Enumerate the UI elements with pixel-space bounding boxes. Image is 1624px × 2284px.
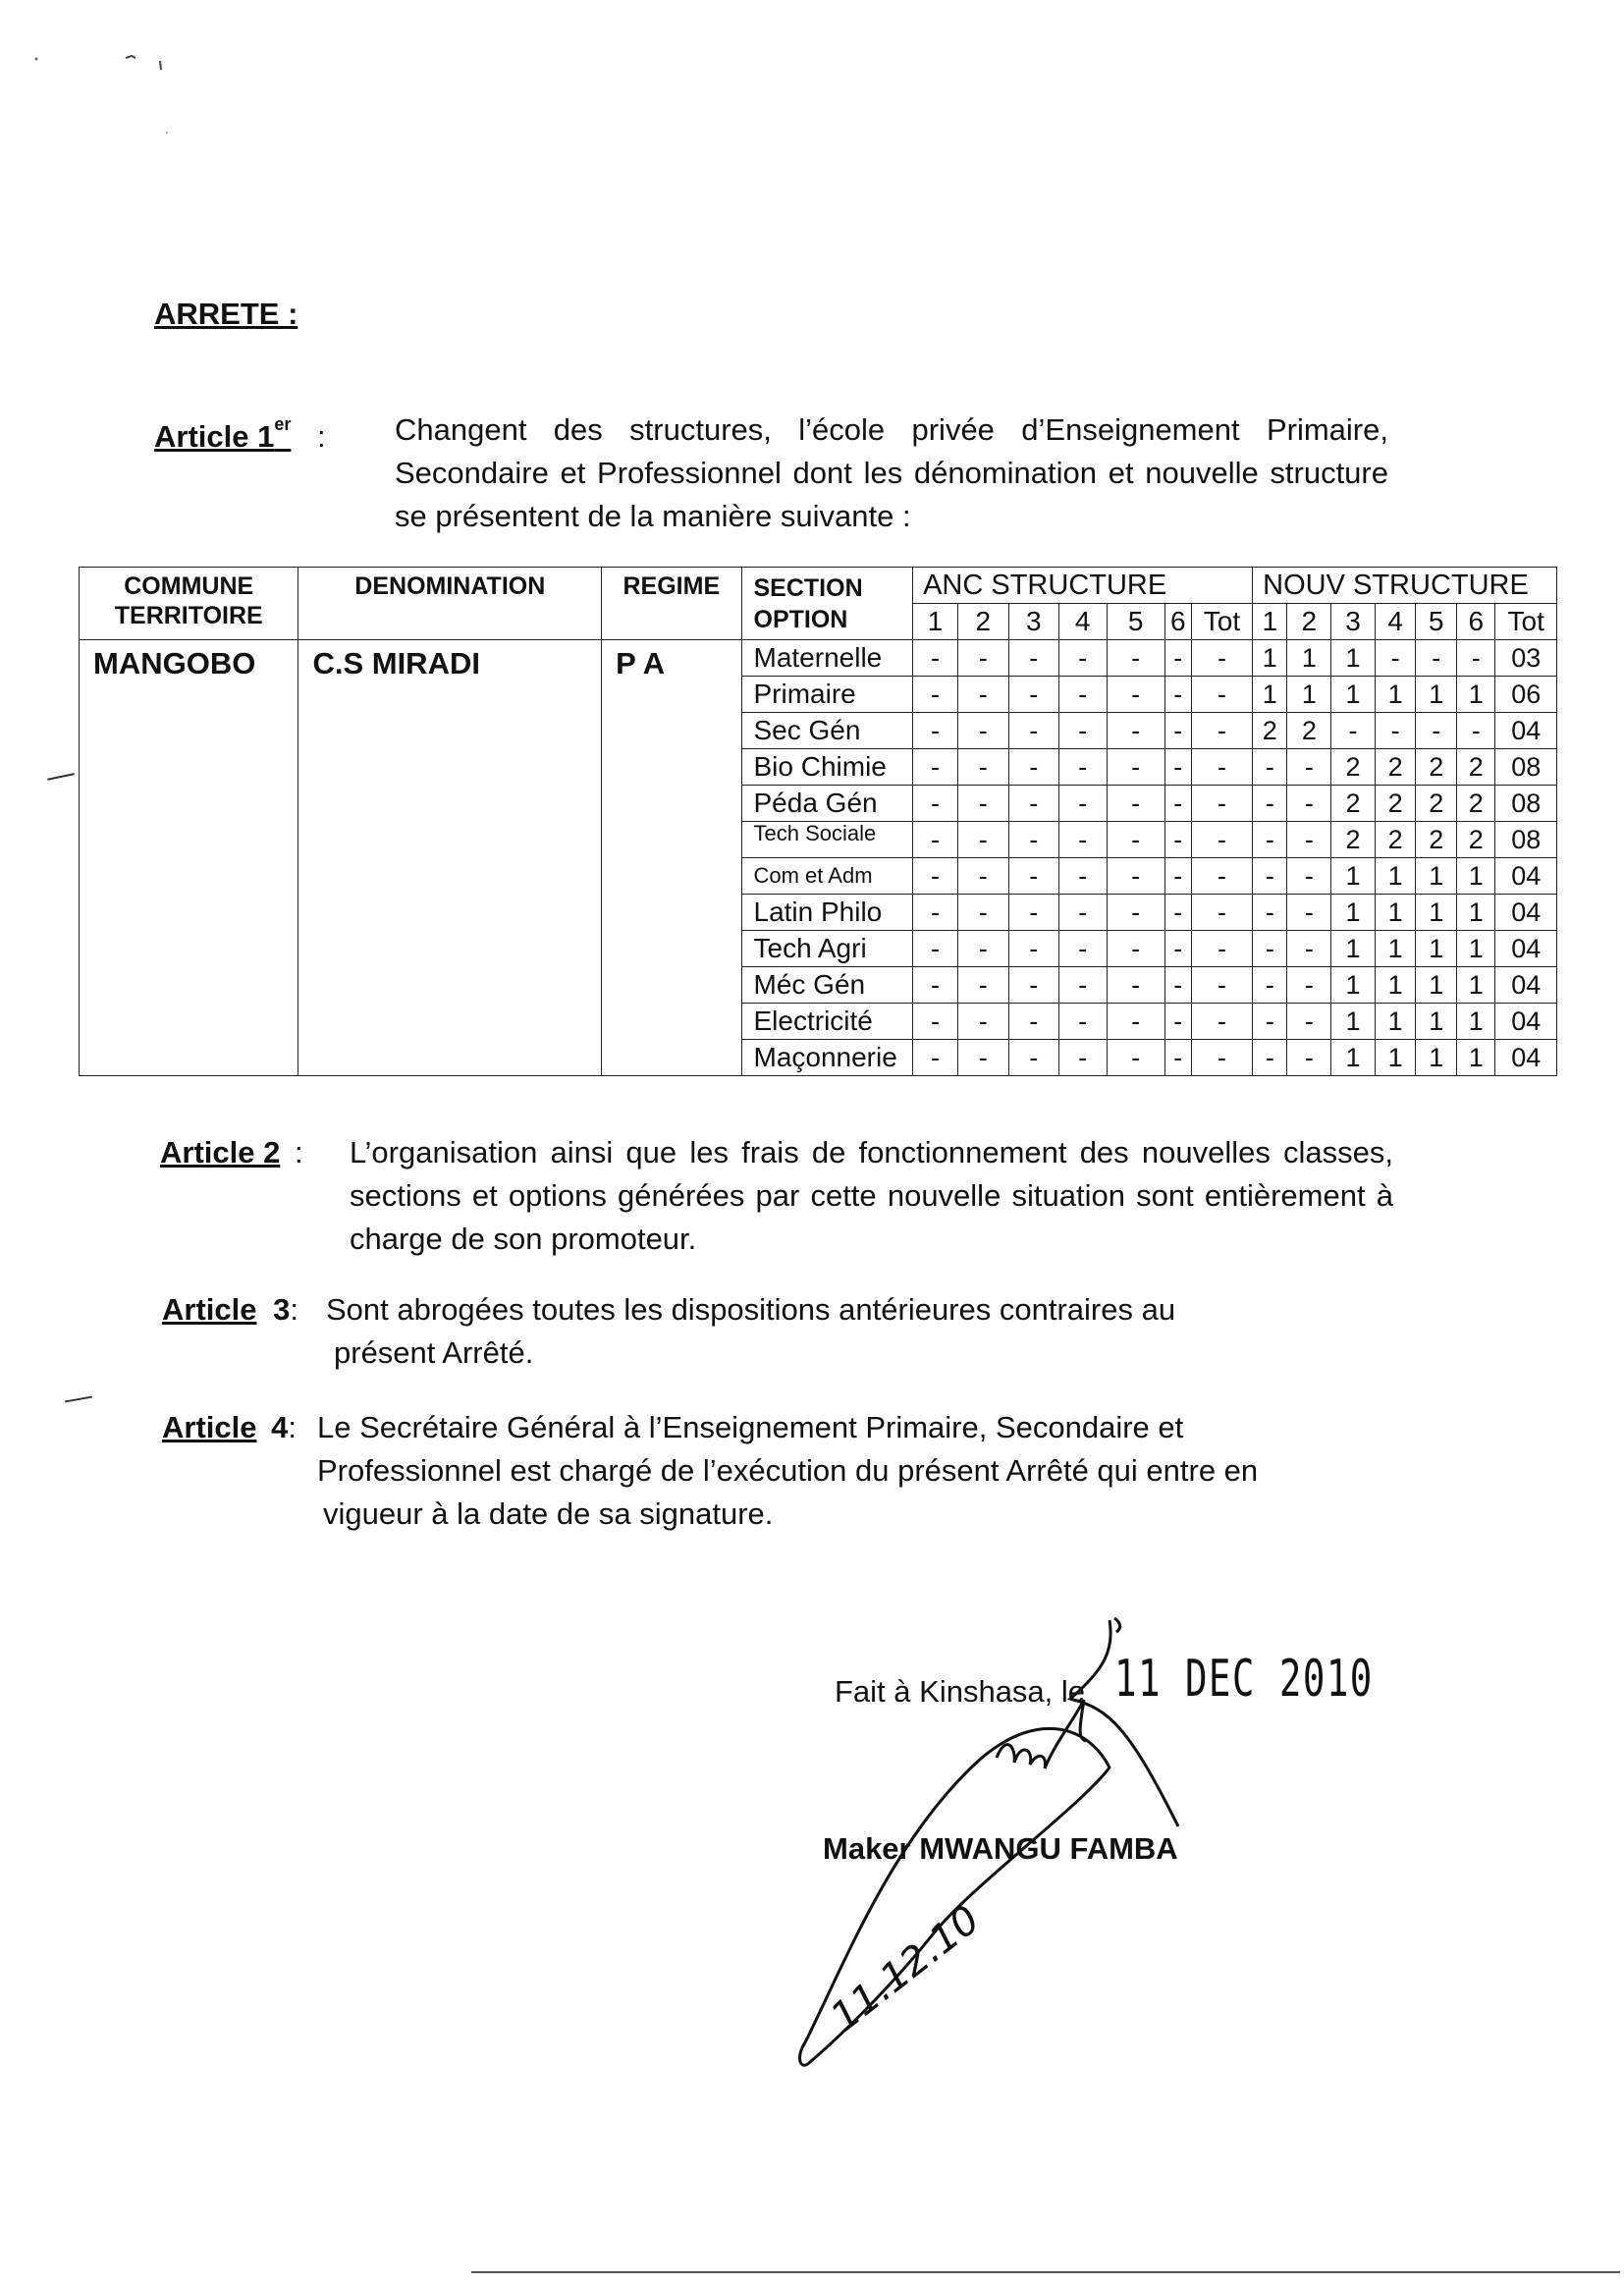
anc-value-cell: -: [1164, 677, 1191, 713]
nouv-col-2: 2: [1287, 604, 1331, 640]
anc-value-cell: -: [1058, 640, 1107, 677]
nouv-value-cell: 2: [1456, 749, 1494, 786]
anc-value-cell: -: [1164, 749, 1191, 786]
nouv-value-cell: 04: [1495, 895, 1557, 931]
nouv-col-1: 1: [1253, 604, 1287, 640]
anc-value-cell: -: [1164, 822, 1191, 858]
nouv-value-cell: 1: [1331, 858, 1376, 895]
nouv-value-cell: -: [1287, 931, 1331, 967]
nouv-value-cell: -: [1287, 1004, 1331, 1040]
anc-value-cell: -: [1058, 967, 1107, 1004]
anc-value-cell: -: [957, 677, 1008, 713]
anc-value-cell: -: [1058, 895, 1107, 931]
anc-value-cell: -: [1008, 931, 1058, 967]
article-4-line1: Le Secrétaire Général à l’Enseignement Primaire, Secondaire et: [317, 1410, 1184, 1444]
anc-value-cell: -: [1008, 677, 1058, 713]
nouv-value-cell: 2: [1375, 822, 1416, 858]
anc-value-cell: -: [913, 786, 958, 822]
anc-value-cell: -: [1058, 1004, 1107, 1040]
nouv-value-cell: 1: [1253, 677, 1287, 713]
anc-value-cell: -: [1058, 822, 1107, 858]
signer-name: Maker MWANGU FAMBA: [823, 1831, 1178, 1866]
nouv-value-cell: 08: [1495, 822, 1557, 858]
anc-value-cell: -: [1191, 858, 1252, 895]
anc-value-cell: -: [957, 858, 1008, 895]
anc-col-6: 6: [1164, 604, 1191, 640]
structure-table: [79, 567, 1557, 1076]
header-denomination: DENOMINATION: [298, 568, 602, 640]
nouv-value-cell: -: [1416, 640, 1457, 677]
anc-value-cell: -: [1058, 1040, 1107, 1076]
nouv-value-cell: 1: [1375, 677, 1416, 713]
article-3-line2: présent Arrêté.: [334, 1335, 534, 1370]
section-option-cell: Bio Chimie: [741, 749, 913, 786]
nouv-value-cell: 2: [1331, 822, 1376, 858]
anc-value-cell: -: [1008, 749, 1058, 786]
nouv-col-6: 6: [1456, 604, 1494, 640]
anc-value-cell: -: [1107, 713, 1164, 749]
anc-value-cell: -: [1191, 822, 1252, 858]
anc-value-cell: -: [1008, 1004, 1058, 1040]
nouv-value-cell: -: [1287, 822, 1331, 858]
anc-value-cell: -: [1107, 967, 1164, 1004]
nouv-value-cell: 04: [1495, 931, 1557, 967]
section-option-cell: Primaire: [741, 677, 913, 713]
nouv-value-cell: -: [1287, 895, 1331, 931]
nouv-col-5: 5: [1416, 604, 1457, 640]
anc-value-cell: -: [1191, 895, 1252, 931]
nouv-value-cell: 2: [1416, 749, 1457, 786]
anc-value-cell: -: [913, 858, 958, 895]
anc-value-cell: -: [913, 677, 958, 713]
nouv-value-cell: 1: [1416, 895, 1457, 931]
nouv-value-cell: 2: [1375, 749, 1416, 786]
nouv-value-cell: 03: [1495, 640, 1557, 677]
nouv-value-cell: 2: [1253, 713, 1287, 749]
nouv-value-cell: 1: [1331, 640, 1376, 677]
nouv-value-cell: 1: [1375, 1004, 1416, 1040]
nouv-value-cell: 1: [1456, 858, 1494, 895]
nouv-value-cell: -: [1253, 931, 1287, 967]
article-4-line2: Professionnel est chargé de l’exécution du présent Arrêté qui entre en: [317, 1453, 1259, 1488]
anc-value-cell: -: [957, 822, 1008, 858]
nouv-value-cell: 2: [1331, 749, 1376, 786]
nouv-value-cell: -: [1253, 858, 1287, 895]
anc-value-cell: -: [913, 895, 958, 931]
anc-value-cell: -: [1058, 786, 1107, 822]
anc-value-cell: -: [1008, 822, 1058, 858]
nouv-value-cell: -: [1331, 713, 1376, 749]
nouv-value-cell: -: [1253, 822, 1287, 858]
nouv-value-cell: 1: [1331, 677, 1376, 713]
anc-value-cell: -: [1164, 1040, 1191, 1076]
section-option-cell: Com et Adm: [741, 858, 913, 895]
nouv-value-cell: 1: [1331, 931, 1376, 967]
nouv-col-3: 3: [1331, 604, 1376, 640]
anc-value-cell: -: [913, 967, 958, 1004]
anc-value-cell: -: [1191, 1040, 1252, 1076]
signature-date: 11.12.10: [822, 1896, 989, 2040]
nouv-value-cell: 1: [1331, 967, 1376, 1004]
anc-value-cell: -: [1107, 858, 1164, 895]
article-3-label: Article 3:: [162, 1292, 298, 1327]
nouv-value-cell: 04: [1495, 967, 1557, 1004]
anc-value-cell: -: [1164, 713, 1191, 749]
header-regime: REGIME: [602, 568, 741, 640]
nouv-value-cell: 1: [1375, 967, 1416, 1004]
anc-value-cell: -: [1107, 895, 1164, 931]
nouv-value-cell: -: [1253, 1004, 1287, 1040]
nouv-col-tot: Tot: [1495, 604, 1557, 640]
nouv-value-cell: -: [1456, 713, 1494, 749]
anc-value-cell: -: [957, 749, 1008, 786]
nouv-value-cell: 1: [1456, 1040, 1494, 1076]
nouv-value-cell: 04: [1495, 1004, 1557, 1040]
nouv-value-cell: 1: [1331, 1004, 1376, 1040]
nouv-value-cell: 2: [1456, 822, 1494, 858]
section-option-cell: Tech Sociale: [741, 822, 913, 858]
anc-value-cell: -: [1107, 931, 1164, 967]
anc-value-cell: -: [1008, 713, 1058, 749]
nouv-value-cell: -: [1416, 713, 1457, 749]
nouv-value-cell: 2: [1456, 786, 1494, 822]
place-date-line: Fait à Kinshasa, le: [835, 1674, 1086, 1709]
margin-mark: [47, 773, 75, 781]
anc-value-cell: -: [1058, 713, 1107, 749]
article-1-text: Changent des structures, l’école privée d’Enseignement Primaire, Secondaire et Professionnel dont les dénomination et nouvelle structure se présentent de la manière suivante :: [395, 412, 1388, 533]
header-nouv-structure: NOUV STRUCTURE: [1253, 568, 1557, 604]
article-2-text: L’organisation ainsi que les frais de fonctionnement des nouvelles classes, sections et options générées par cette nouvelle situation sont entièrement à charge de son promoteur.: [350, 1135, 1393, 1256]
nouv-value-cell: 1: [1416, 858, 1457, 895]
nouv-value-cell: 1: [1456, 967, 1494, 1004]
article-2-label: Article 2 :: [160, 1135, 303, 1169]
anc-value-cell: -: [1191, 749, 1252, 786]
anc-value-cell: -: [957, 967, 1008, 1004]
nouv-value-cell: -: [1253, 895, 1287, 931]
denomination-cell: C.S MIRADI: [298, 640, 602, 1076]
anc-value-cell: -: [1164, 967, 1191, 1004]
nouv-value-cell: 1: [1456, 1004, 1494, 1040]
anc-value-cell: -: [1191, 1004, 1252, 1040]
nouv-value-cell: 1: [1253, 640, 1287, 677]
anc-col-3: 3: [1008, 604, 1058, 640]
anc-value-cell: -: [957, 713, 1008, 749]
anc-value-cell: -: [1058, 677, 1107, 713]
anc-col-1: 1: [913, 604, 958, 640]
anc-value-cell: -: [957, 931, 1008, 967]
anc-value-cell: -: [1191, 786, 1252, 822]
nouv-value-cell: 1: [1416, 1004, 1457, 1040]
anc-value-cell: -: [1107, 786, 1164, 822]
nouv-value-cell: 1: [1456, 895, 1494, 931]
anc-value-cell: -: [913, 822, 958, 858]
anc-value-cell: -: [1191, 640, 1252, 677]
section-option-cell: Maçonnerie: [741, 1040, 913, 1076]
anc-value-cell: -: [1008, 640, 1058, 677]
nouv-value-cell: -: [1287, 749, 1331, 786]
nouv-value-cell: -: [1253, 1040, 1287, 1076]
anc-value-cell: -: [1164, 640, 1191, 677]
nouv-value-cell: 08: [1495, 749, 1557, 786]
anc-value-cell: -: [1058, 858, 1107, 895]
arrete-heading: ARRETE :: [154, 297, 298, 331]
nouv-value-cell: 08: [1495, 786, 1557, 822]
anc-value-cell: -: [913, 640, 958, 677]
nouv-value-cell: 2: [1416, 786, 1457, 822]
header-section: SECTION OPTION: [741, 568, 913, 640]
anc-value-cell: -: [913, 713, 958, 749]
nouv-value-cell: 2: [1331, 786, 1376, 822]
nouv-value-cell: -: [1375, 640, 1416, 677]
anc-col-4: 4: [1058, 604, 1107, 640]
anc-value-cell: -: [1107, 1040, 1164, 1076]
nouv-value-cell: 04: [1495, 1040, 1557, 1076]
nouv-value-cell: 1: [1375, 858, 1416, 895]
anc-value-cell: -: [1164, 858, 1191, 895]
anc-value-cell: -: [1008, 1040, 1058, 1076]
anc-value-cell: -: [1008, 786, 1058, 822]
nouv-value-cell: 1: [1331, 895, 1376, 931]
nouv-value-cell: -: [1253, 786, 1287, 822]
nouv-value-cell: 1: [1375, 895, 1416, 931]
margin-mark: [65, 1396, 92, 1403]
nouv-value-cell: 1: [1287, 640, 1331, 677]
nouv-value-cell: -: [1375, 713, 1416, 749]
anc-value-cell: -: [1164, 931, 1191, 967]
section-option-cell: Latin Philo: [741, 895, 913, 931]
section-option-cell: Electricité: [741, 1004, 913, 1040]
anc-value-cell: -: [1191, 931, 1252, 967]
nouv-value-cell: 1: [1456, 931, 1494, 967]
anc-value-cell: -: [1008, 967, 1058, 1004]
nouv-col-4: 4: [1375, 604, 1416, 640]
anc-value-cell: -: [913, 931, 958, 967]
nouv-value-cell: 1: [1416, 677, 1457, 713]
nouv-value-cell: 04: [1495, 713, 1557, 749]
nouv-value-cell: -: [1287, 967, 1331, 1004]
anc-value-cell: -: [1008, 895, 1058, 931]
regime-cell: P A: [602, 640, 741, 1076]
anc-value-cell: -: [1107, 749, 1164, 786]
nouv-value-cell: -: [1287, 786, 1331, 822]
header-anc-structure: ANC STRUCTURE: [913, 568, 1253, 604]
section-option-cell: Tech Agri: [741, 931, 913, 967]
nouv-value-cell: -: [1253, 967, 1287, 1004]
anc-value-cell: -: [1058, 749, 1107, 786]
anc-value-cell: -: [1164, 1004, 1191, 1040]
anc-col-tot: Tot: [1191, 604, 1252, 640]
section-option-cell: Maternelle: [741, 640, 913, 677]
section-option-cell: Péda Gén: [741, 786, 913, 822]
section-option-cell: Méc Gén: [741, 967, 913, 1004]
section-option-cell: Sec Gén: [741, 713, 913, 749]
anc-value-cell: -: [913, 749, 958, 786]
anc-value-cell: -: [1008, 858, 1058, 895]
anc-value-cell: -: [1107, 822, 1164, 858]
anc-value-cell: -: [957, 1040, 1008, 1076]
scan-specks: [20, 39, 216, 157]
nouv-value-cell: 2: [1416, 822, 1457, 858]
article-4-label: Article 4:: [162, 1410, 297, 1444]
anc-value-cell: -: [913, 1040, 958, 1076]
article-3-line1: Sont abrogées toutes les dispositions antérieures contraires au: [326, 1292, 1176, 1327]
header-commune: COMMUNE TERRITOIRE: [80, 568, 298, 640]
anc-value-cell: -: [1107, 677, 1164, 713]
nouv-value-cell: 2: [1375, 786, 1416, 822]
anc-value-cell: -: [1058, 931, 1107, 967]
anc-value-cell: -: [913, 1004, 958, 1040]
anc-value-cell: -: [957, 640, 1008, 677]
nouv-value-cell: 1: [1416, 931, 1457, 967]
nouv-value-cell: 1: [1416, 1040, 1457, 1076]
nouv-value-cell: 1: [1416, 967, 1457, 1004]
nouv-value-cell: 1: [1287, 677, 1331, 713]
anc-value-cell: -: [1191, 677, 1252, 713]
nouv-value-cell: 1: [1331, 1040, 1376, 1076]
anc-value-cell: -: [957, 786, 1008, 822]
anc-value-cell: -: [957, 895, 1008, 931]
anc-value-cell: -: [1107, 640, 1164, 677]
article-1-label: Article 1er :: [154, 414, 326, 455]
nouv-value-cell: 06: [1495, 677, 1557, 713]
table-row: [80, 640, 1557, 677]
nouv-value-cell: 1: [1375, 931, 1416, 967]
nouv-value-cell: -: [1253, 749, 1287, 786]
nouv-value-cell: -: [1456, 640, 1494, 677]
anc-value-cell: -: [1191, 967, 1252, 1004]
bottom-scan-line: [471, 2271, 1620, 2273]
article-4-line3: vigueur à la date de sa signature.: [323, 1496, 774, 1531]
commune-cell: MANGOBO: [80, 640, 298, 1076]
anc-value-cell: -: [1191, 713, 1252, 749]
anc-value-cell: -: [1164, 895, 1191, 931]
nouv-value-cell: 2: [1287, 713, 1331, 749]
nouv-value-cell: -: [1287, 1040, 1331, 1076]
nouv-value-cell: 04: [1495, 858, 1557, 895]
date-stamp: 11 DEC 2010: [1114, 1650, 1374, 1709]
anc-value-cell: -: [1164, 786, 1191, 822]
nouv-value-cell: -: [1287, 858, 1331, 895]
nouv-value-cell: 1: [1456, 677, 1494, 713]
nouv-value-cell: 1: [1375, 1040, 1416, 1076]
anc-col-5: 5: [1107, 604, 1164, 640]
anc-value-cell: -: [957, 1004, 1008, 1040]
anc-col-2: 2: [957, 604, 1008, 640]
anc-value-cell: -: [1107, 1004, 1164, 1040]
